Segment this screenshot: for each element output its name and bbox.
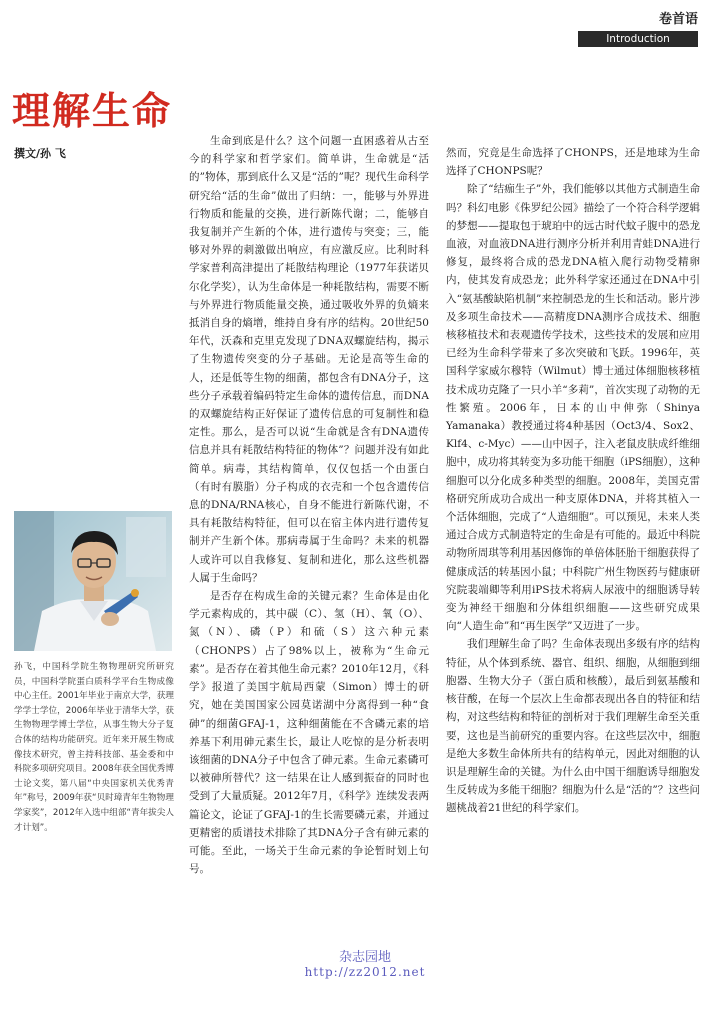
paragraph: 除了“结痂生子”外，我们能够以其他方式制造生命吗？科幻电影《侏罗纪公园》描绘了一个符合科学逻辑的梦想——提取包于琥珀中的远古时代蚊子腹中的恐龙血液，对血液DNA进行测序分析并利用青蛙DNA进行修复，最终将合成的恐龙DNA植入爬行动物受精卵内，使其发育成恐龙；此外科学家还通过在DNA中引入“氨基酸缺陷机制”来控制恐龙的生长和活动。影片涉及多项生命技术——高精度DNA测序合成技术、细胞核移植技术和表观遗传学技术，这些技术的发展和应用已经为生命科学带来了多次突破和飞跃。1996年，英国科学家威尔穆特（Wilmut）博士通过体细胞核移植技术成功克隆了一只小羊“多莉”，首次实现了动物的无性繁殖。2006年，日本的山中伸弥（Shinya Yamanaka）教授通过将4种基因（Oct3/4、Sox2、Klf4、c-Myc）——山中因子，注入老鼠皮肤成纤维细胞中，成功将其转变为多功能干细胞（iPS细胞），这种细胞可以分化成多种类型的细胞。2008年，美国克雷格研究所成功合成出一种支原体DNA，并将其植入一个活体细胞，完成了“人造细胞”。可以预见，未来人类通过合成方式制造特定的生命是有可能的。最近中科院动物所周琪等利用基因修饰的单倍体胚胎干细胞获得了健康成活的转基因小鼠；中科院广州生物医药与健康研究院裴端卿等利用iPS技术将病人尿液中的细胞诱导转变为神经干细胞和分体组织细胞——这些研究成果向“人造生命”和“再生医学”又迈进了一步。 xyxy=(446,183,700,633)
section-header xyxy=(578,8,698,47)
author-portrait-image xyxy=(14,511,172,651)
paragraph: 是否存在构成生命的关键元素？生命体是由化学元素构成的，其中碳（C）、氢（H）、氧（O）、氮（N）、磷（P）和硫（S）这六种元素（CHONPS）占了98%以上，被称为“生命元素”。是否存在着其他生命元素？2010年12月，《科学》报道了美国宇航局西蒙（Simon）博士的研究，她在美国国家公园莫诺湖中分离得到一种“食砷”的细菌GFAJ-1，这种细菌能在不含磷元素的培养基下利用砷元素生长，最让人吃惊的是分析表明该细菌的DNA分子中包含了砷元素。生命元素磷可以被砷所替代？这一结果在让人感到振奋的同时也受到了大量质疑。2012年7月，《科学》连续发表两篇论文，论证了GFAJ-1的生长需要磷元素，并通过更精密的质谱技术排除了其DNA分子含有砷元素的可能。至此，一场关于生命元素的争论暂时划上句号。 xyxy=(189,590,429,876)
article-column-1 xyxy=(189,132,429,912)
article-title: 理解生命 xyxy=(12,88,173,133)
footer-watermark xyxy=(290,946,440,979)
byline: 撰文/孙 飞 xyxy=(14,147,66,160)
footer-url[interactable]: http://zz2012.net xyxy=(304,965,426,979)
author-bio: 孙飞，中国科学院生物物理研究所研究员，中国科学院蛋白质科学平台生物成像中心主任。2001年毕业于南京大学，获理学学士学位，2006年毕业于清华大学，获生物物理学博士学位，从事生物大分子复合体的结构功能研究。近年来开展生物成像技术研究，曾主持科技部、基金委和中科院多项研究项目。2008年获全国优秀博士论文奖，第八届“中央国家机关优秀青年”称号，2009年获“贝时璋青年生物物理学家奖”，2012年入选中组部“青年拔尖人才计划”。 xyxy=(14,662,174,833)
section-title-cn: 卷首语 xyxy=(658,12,698,27)
paragraph: 我们理解生命了吗？生命体表现出多级有序的结构特征，从个体到系统、器官、组织、细胞，从细胞到细胞器、生物大分子（蛋白质和核酸），最后到氨基酸和核苷酸，在每一个层次上生命都表现出各自的特征和结构，对这些结构和特征的剖析对于我们理解生命至关重要，这也是当前研究的重要内容。在这些层次中，细胞是绝大多数生命体所共有的结构单元，因此对细胞的认识是理解生命的关键。为什么由中国干细胞诱导细胞发生反转成为多能干细胞？细胞为什么是“活的”？这些问题桃战着21世纪的科学家们。 xyxy=(446,638,700,815)
author-photo xyxy=(14,511,172,651)
paragraph: 然而，究竟是生命选择了CHONPS，还是地球为生命选择了CHONPS呢？ xyxy=(446,147,700,178)
footer-site-name: 杂志园地 xyxy=(338,950,391,965)
section-title-en: Introduction xyxy=(578,31,698,47)
article-column-2 xyxy=(446,144,700,924)
paragraph: 生命到底是什么？这个问题一直困惑着从古至今的科学家和哲学家们。简单讲，生命就是“活的”物体，那到底什么又是“活的”呢？现代生命科学研究给“活的生命”做出了归纳：一，能够与外界进行物质和能量的交换，进行新陈代谢；二，能够自我复制并产生新的个体，进行遗传与突变；三，能够对外界的刺激做出响应，有应激反应。比利时科学家普利高津提出了耗散结构理论（1977年获诺贝尔化学奖），认为生命体是一种耗散结构，需要不断与外界进行物质能量交换，通过吸收外界的负熵来抵消自身的熵增，维持自身有序的结构。20世纪50年代，沃森和克里克发现了DNA双螺旋结构，揭示了生物遗传突变的分子基础。无论是高等生命的人，还是低等生物的细菌，都包含有DNA分子，这些分子承载着编码特定生命体的遗传信息，而DNA的双螺旋结构正好保证了遗传信息的可复制性和稳定性。那么，是否可以说“生命就是含有DNA遗传信息并具有耗散结构特征的物体”？问题并没有如此简单。病毒，其结构简单，仅仅包括一个由蛋白（有时有膜脂）分子构成的衣壳和一个包含遗传信息的DNA/RNA核心，自身不能进行新陈代谢，不具有耗散结构特征，但可以在宿主体内进行遗传复制并产生新个体。那病毒属于生命吗？未来的机器人或许可以自我修复、复制和进化，那么这些机器人属于生命吗？ xyxy=(189,135,429,584)
